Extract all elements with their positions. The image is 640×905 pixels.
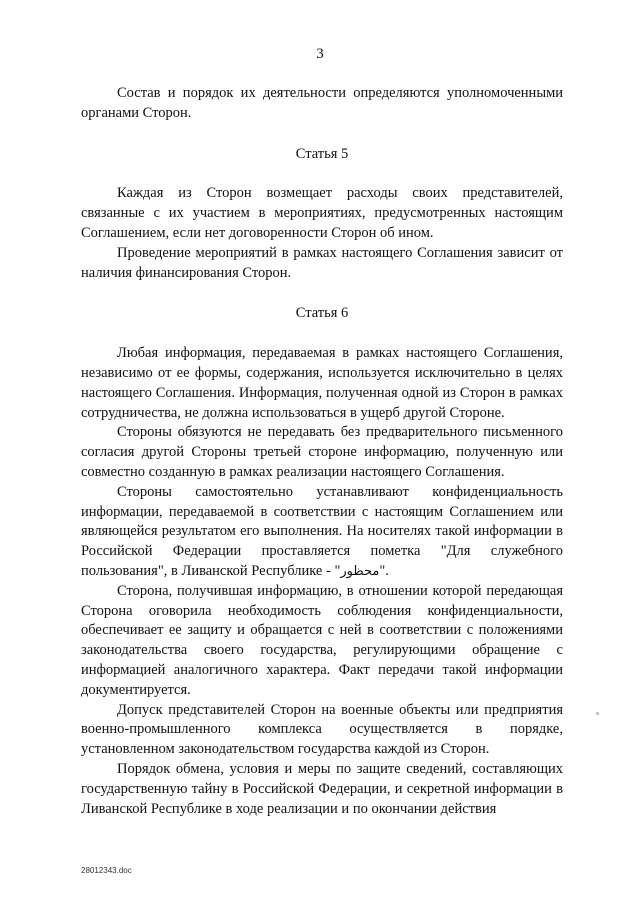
- article-5-heading: Статья 5: [295, 145, 349, 162]
- page-number: 3: [316, 46, 324, 62]
- marking-suffix: ".: [379, 562, 389, 579]
- article-6-paragraph-1: Любая информация, передаваемая в рамках настоящего Соглашения, независимо от ее формы, содержания, используется исключительно в целях настоящего Соглашения. Информация, полученная одной из Сторон в рамках сотрудничества, не должна использоваться в ущерб другой Стороне.: [81, 345, 563, 421]
- article-6-paragraph-3: [81, 483, 563, 582]
- article-6-heading: Статья 6: [295, 305, 349, 322]
- article-6-paragraph-6: Порядок обмена, условия и меры по защите сведений, составляющих государственную тайну в Российской Федерации, и секретной информации в Ливанской Республике в ходе реализации и по окончании действия: [81, 760, 563, 817]
- intro-paragraph: Состав и порядок их деятельности определяются уполномоченными органами Сторон.: [81, 85, 563, 121]
- article-6-paragraph-4: Сторона, получившая информацию, в отношении которой передающая Сторона оговорила необходимость соблюдения конфиденциальности, обеспечивает ее защиту и обращается с ней в соответствии с положениями законодательства своего государства, регулирующими обращение с информацией аналогичного характера. Факт передачи такой информации документируется.: [81, 582, 563, 698]
- footer-filename: 28012343.doc: [81, 866, 132, 875]
- article-5-paragraph-1: Каждая из Сторон возмещает расходы своих представителей, связанные с их участием в мероприятиях, предусмотренных настоящим Соглашением, если нет договоренности Сторон об ином.: [81, 185, 563, 241]
- margin-dot: [596, 712, 599, 715]
- article-5-paragraph-2: Проведение мероприятий в рамках настоящего Соглашения зависит от наличия финансирования Сторон.: [81, 244, 563, 281]
- arabic-marking: محظور: [340, 563, 380, 579]
- marking-text: Стороны самостоятельно устанавливают конфиденциальность информации, передаваемой в соответствии с настоящим Соглашением или являющейся результатом его выполнения. На носителях такой информации в Российской Федерации проставляется пометка "Для служебного пользования", в Ливанской Республике - ": [81, 483, 563, 579]
- article-6-paragraph-2: Стороны обязуются не передавать без предварительного письменного согласия другой Стороны третьей стороне информацию, полученную или совместно созданную в рамках реализации настоящего Соглашения.: [81, 424, 563, 480]
- document-body: [81, 84, 563, 819]
- article-6-paragraph-5: Допуск представителей Сторон на военные объекты или предприятия военно-промышленного комплекса осуществляется в порядке, установленном законодательством государства каждой из Сторон.: [81, 701, 563, 758]
